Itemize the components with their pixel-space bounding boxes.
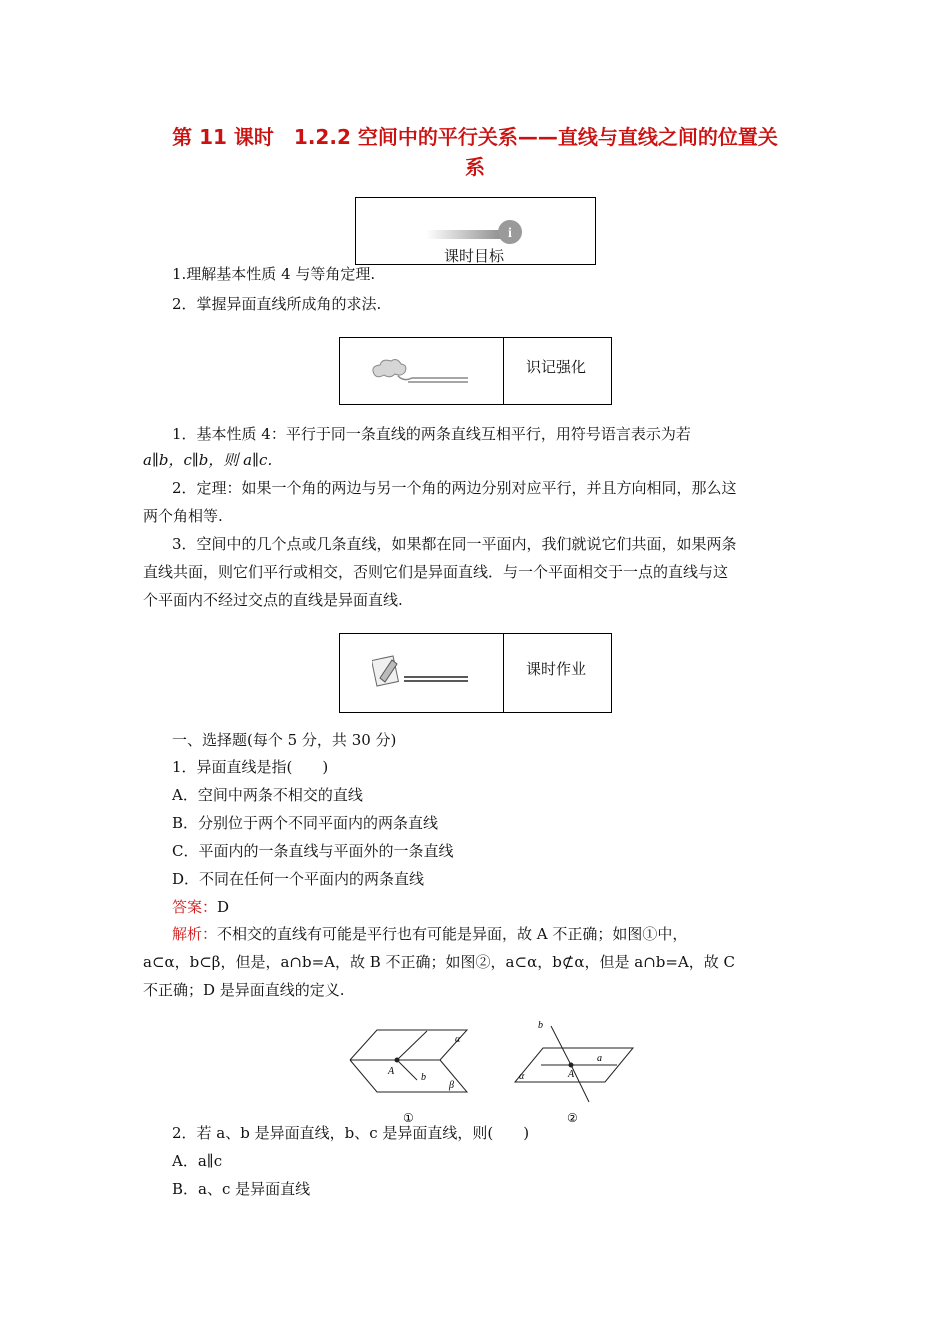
memory-box [339, 337, 612, 405]
title-line-2: 系 [465, 155, 485, 179]
info-banner-icon [424, 218, 529, 246]
q2-stem: 2．若 a、b 是异面直线，b、c 是异面直线，则( ) [172, 1124, 530, 1142]
homework-box-divider [503, 634, 504, 712]
fig2-number: ② [567, 1111, 578, 1125]
figure-2 [505, 1012, 640, 1130]
fig2-line-b-label: b [538, 1020, 543, 1031]
memory-box-label: 识记强化 [526, 358, 587, 376]
fig1-beta-label: β [449, 1080, 454, 1091]
svg-text:i: i [508, 226, 512, 241]
q1-answer [172, 897, 229, 917]
answer-label: 答案： [172, 898, 218, 916]
q2-option-b: B．a、c 是异面直线 [172, 1180, 311, 1198]
fig1-number: ① [403, 1111, 414, 1125]
fig2-point-label: A [568, 1069, 575, 1080]
memory-p3-line2: 直线共面，则它们平行或相交，否则它们是异面直线．与一个平面相交于一点的直线与这 [143, 563, 729, 581]
q2-option-a: A．a∥c [172, 1152, 223, 1170]
answer-value: D [217, 898, 230, 916]
cloud-banner-icon [368, 356, 473, 388]
memory-p1-line2: a∥b，c∥b，则 a∥c. [143, 451, 273, 469]
homework-box [339, 633, 612, 713]
figure-1 [345, 1018, 475, 1130]
fig1-point-label: A [388, 1066, 395, 1077]
goals-box [355, 197, 596, 265]
memory-p2-line1: 2．定理：如果一个角的两边与另一个角的两边分别对应平行，并且方向相同，那么这 [172, 479, 737, 497]
title-line-1: 第 11 课时 1.2.2 空间中的平行关系——直线与直线之间的位置关 [172, 125, 778, 149]
fig2-line-a-label: a [597, 1053, 602, 1064]
memory-p1-line1: 1．基本性质 4：平行于同一条直线的两条直线互相平行，用符号语言表示为若 [172, 425, 691, 443]
analysis-text-1: 不相交的直线有可能是平行也有可能是异面，故 A 不正确；如图①中， [217, 925, 688, 943]
goal-item-1: 1.理解基本性质 4 与等角定理. [172, 265, 376, 283]
q1-stem: 1．异面直线是指( ) [172, 758, 329, 776]
q1-option-c: C．平面内的一条直线与平面外的一条直线 [172, 842, 454, 860]
fig2-alpha-label: α [519, 1071, 525, 1082]
goal-item-2: 2．掌握异面直线所成角的求法. [172, 295, 382, 313]
q1-analysis-line1 [172, 924, 687, 944]
fig1-alpha-label: α [455, 1034, 461, 1045]
goals-box-label: 课时目标 [444, 247, 505, 265]
memory-box-divider [503, 338, 504, 404]
q1-analysis-line2: a⊂α，b⊂β，但是，a∩b=A，故 B 不正确；如图②，a⊂α，b⊄α，但是 a∩b=A，故 C [143, 953, 736, 971]
memory-p3-line3: 个平面内不经过交点的直线是异面直线. [143, 591, 403, 609]
homework-box-label: 课时作业 [526, 660, 587, 678]
section-heading: 一、选择题(每个 5 分，共 30 分) [172, 731, 397, 749]
q1-option-b: B．分别位于两个不同平面内的两条直线 [172, 814, 439, 832]
fig1-line-label: b [421, 1072, 426, 1083]
q1-option-a: A．空间中两条不相交的直线 [172, 786, 363, 804]
analysis-label: 解析： [172, 925, 218, 943]
memory-p3-line1: 3．空间中的几个点或几条直线，如果都在同一平面内，我们就说它们共面，如果两条 [172, 535, 737, 553]
q1-option-d: D．不同在任何一个平面内的两条直线 [172, 870, 425, 888]
page-title [120, 122, 830, 182]
pencil-note-icon [372, 652, 477, 692]
memory-p2-line2: 两个角相等. [143, 507, 223, 525]
q1-analysis-line3: 不正确；D 是异面直线的定义. [143, 981, 345, 999]
